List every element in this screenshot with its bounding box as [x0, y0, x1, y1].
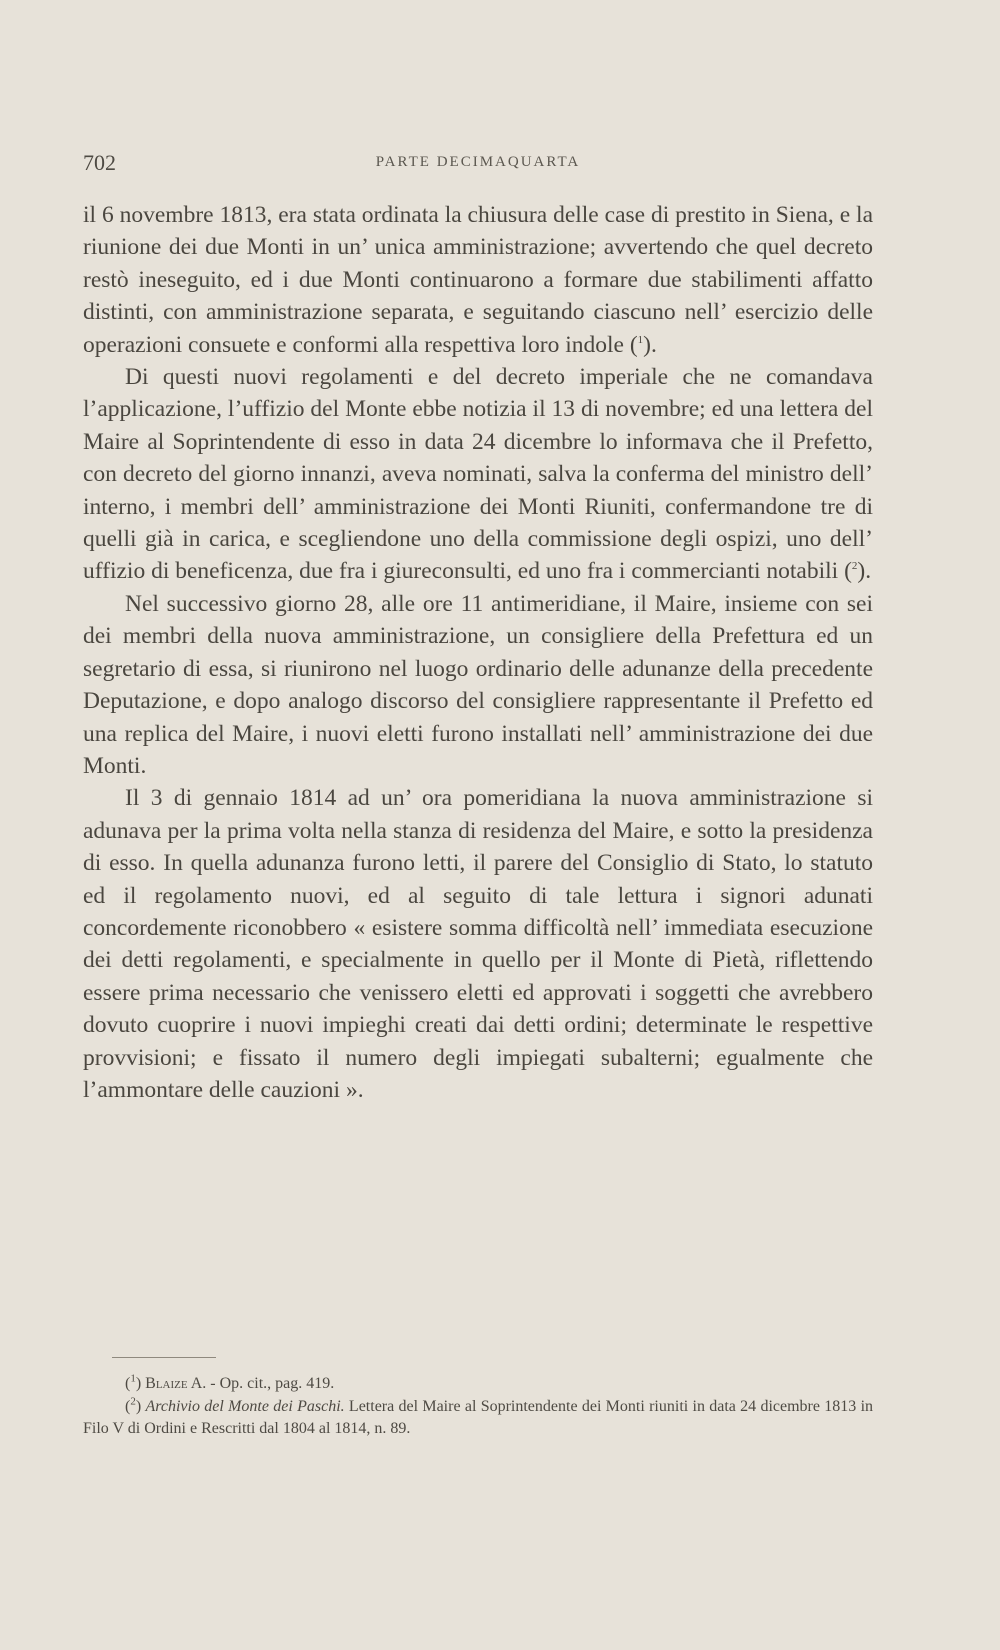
- footnote-marker-2: 2: [130, 1395, 136, 1408]
- footnote-marker-1: 1: [130, 1372, 136, 1385]
- footnote-reference-1: 1: [637, 333, 644, 346]
- footnote-2: ($^2$) Archivio del Monte dei Paschi. Lettera del Maire al Soprintendente dei Monti riuniti in data 24 dicembre 1813 in Filo V di Ordini e Rescritti dal 1804 al 1814, n. 89.: [83, 1395, 874, 1437]
- paragraph-2-text: Di questi nuovi regolamenti e del decreto imperiale che ne comandava l’applicazione, l’uffizio del Monte ebbe notizia il 13 di novembre; ed una lettera del Maire al Soprintendente di esso in data 24 dicembre lo informava che il Prefetto, con decreto del giorno innanzi, aveva nominati, salva la conferma del ministro dell’ interno, i membri dell’ amministrazione dei Monti Riuniti, confermandone tre di quelli già in carica, e scegliendone uno della commissione degli ospizi, uno dell’ uffizio di beneficenza, due fra i giureconsulti, ed uno fra i commercianti notabili (: [83, 364, 873, 585]
- footnote-reference-2: 2: [851, 560, 858, 573]
- page-number: 702: [83, 150, 116, 175]
- paragraph-3: Nel successivo giorno 28, alle ore 11 antimeridiane, il Maire, insieme con sei dei membri della nuova amministrazione, un consigliere della Prefettura ed un segretario di essa, si riunirono nel luogo ordinario delle adunanze della precedente Deputazione, e dopo analogo discorso del consigliere rappresentante il Prefetto ed una replica del Maire, i nuovi eletti furono installati nell’ amministrazione dei due Monti.: [83, 590, 873, 779]
- paragraph-4: Il 3 di gennaio 1814 ad un’ ora pomeridiana la nuova amministrazione si adunava per la prima volta nella stanza di residenza del Maire, e sotto la presidenza di esso. In quella adunanza furono letti, il parere del Consiglio di Stato, lo statuto ed il regolamento nuovi, ed al seguito di tale lettura i signori adunati concordemente riconobbero « esistere somma difficoltà nell’ immediata esecuzione dei detti regolamenti, e specialmente in quello per il Monte di Pietà, riflettendo essere prima necessario che venissero eletti ed approvati i soggetti che avrebbero dovuto cuoprire i nuovi impieghi creati dai detti ordini; determinate le respettive provvisioni; e fissato il numero degli impiegati subalterni; egualmente che l’ammontare delle cauzioni ».: [83, 785, 873, 1103]
- footnote-separator: [112, 1357, 216, 1358]
- main-text: [83, 199, 873, 1106]
- page-header: [83, 150, 873, 190]
- paragraph-2: [83, 361, 873, 588]
- paragraph-1-text: il 6 novembre 1813, era stata ordinata la chiusura delle case di prestito in Siena, e la riunione dei due Monti in un’ unica amministrazione; avvertendo che quel decreto restò ineseguito, ed i due Monti continuarono a formare due stabilimenti affatto distinti, con amministrazione separata, e seguitando ciascuno nell’ esercizio delle operazioni consuete e conformi alla respettiva loro indole (: [83, 202, 873, 358]
- paragraph-1: [83, 199, 873, 361]
- footnote-author: Blaize A.: [145, 1375, 207, 1392]
- footnotes: [83, 1373, 873, 1441]
- footnote-source: Archivio del Monte dei Paschi.: [145, 1397, 345, 1415]
- paragraph-1-tail: ).: [643, 331, 657, 358]
- footnote-1: ($^1$) Blaize A. - Op. cit., pag. 419.: [125, 1372, 335, 1392]
- footnote-2-text: Lettera del Maire al Soprintendente dei Monti riuniti in data 24 dicembre 1813 in Filo V di Ordini e Rescritti dal 1804 al 1814, n. 89.: [83, 1397, 874, 1437]
- paragraph-2-tail: ).: [857, 558, 872, 585]
- running-head: PARTE DECIMAQUARTA: [375, 154, 581, 170]
- footnote-1-text: - Op. cit., pag. 419.: [206, 1375, 335, 1392]
